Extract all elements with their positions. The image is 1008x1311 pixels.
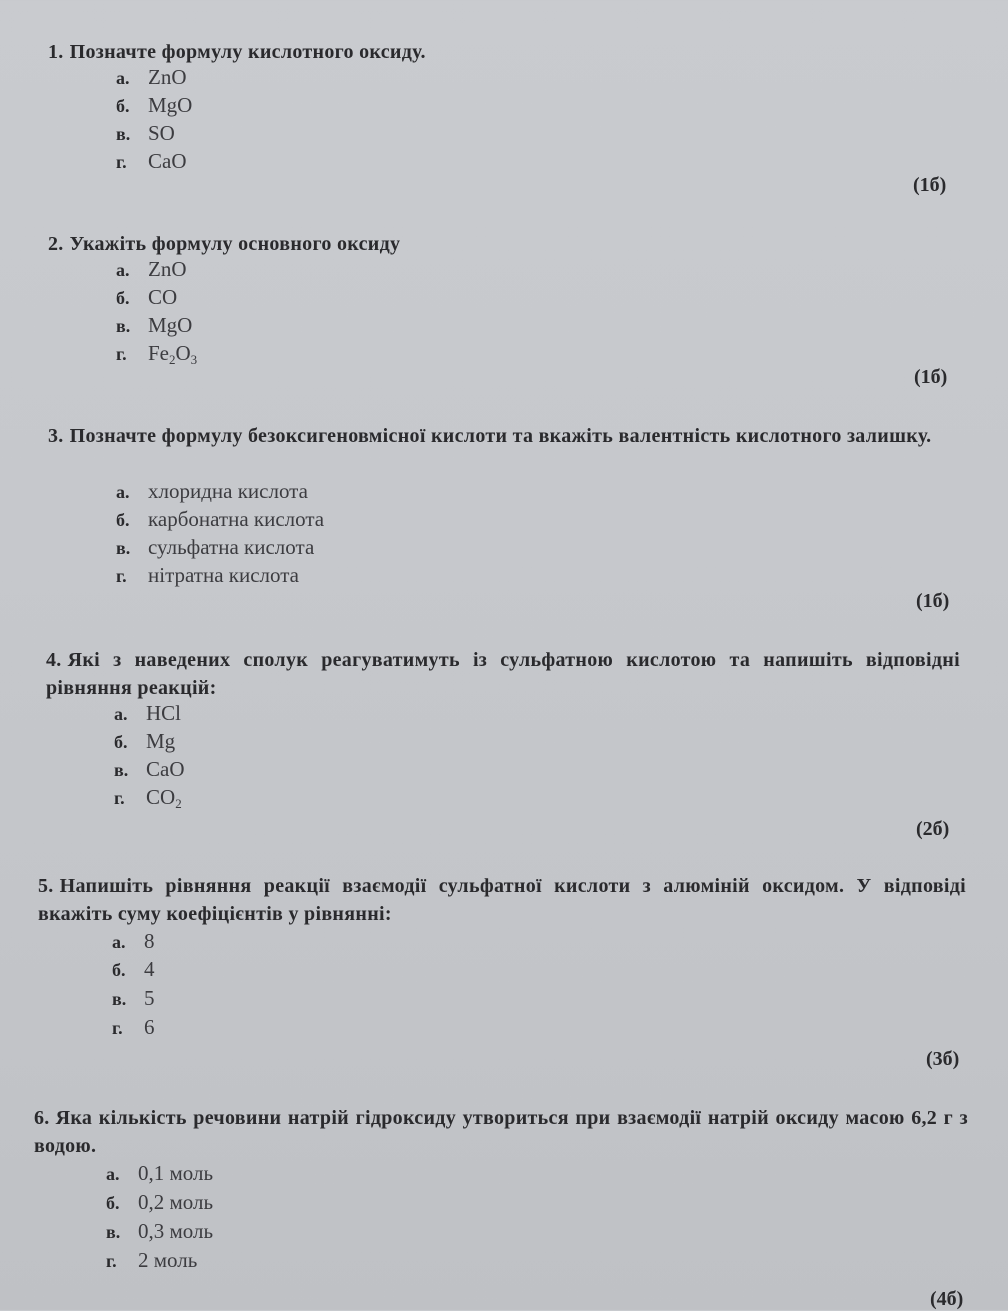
question-prompt: Яка кількість речовини натрій гідроксиду утвориться при взаємодії натрій оксиду масою 6,2 г з водою.: [34, 1107, 968, 1157]
option-c[interactable]: в. MgO: [116, 313, 193, 337]
question-text: [48, 230, 953, 258]
option-d[interactable]: г. $Fe_2O_3$: [116, 341, 198, 367]
question-prompt: Позначте формулу безоксигеновмісної кислоти та вкажіть валентність кислотного залишку.: [69, 425, 932, 447]
question-number: 4.: [46, 649, 62, 671]
option-b[interactable]: б. MgO: [116, 93, 193, 117]
option-c[interactable]: в. 5: [112, 986, 155, 1010]
question-number: 6.: [34, 1107, 50, 1129]
question-number: 3.: [48, 425, 64, 447]
option-a[interactable]: а. 8: [112, 929, 155, 953]
question-text: [48, 38, 953, 66]
score-label: (1б): [916, 590, 950, 612]
question-prompt: Позначте формулу кислотного оксиду.: [69, 41, 426, 63]
option-d[interactable]: г. 2 моль: [106, 1248, 198, 1272]
question-prompt: Укажіть формулу основного оксиду: [69, 233, 401, 255]
question-text: [38, 872, 966, 928]
question-number: 1.: [48, 41, 64, 63]
option-b[interactable]: б. CO: [116, 285, 178, 309]
option-c[interactable]: в. SO: [116, 121, 175, 145]
question-text: [34, 1104, 968, 1160]
score-label: (1б): [914, 366, 948, 388]
score-label: (2б): [916, 818, 950, 840]
option-a[interactable]: а. HCl: [114, 701, 182, 725]
option-a[interactable]: а. хлоридна кислота: [116, 479, 308, 503]
option-a[interactable]: а. 0,1 моль: [106, 1161, 214, 1185]
question-text: [48, 422, 958, 450]
question-text: [46, 646, 960, 702]
option-b[interactable]: б. 4: [112, 957, 155, 981]
option-d[interactable]: г. нітратна кислота: [116, 563, 299, 587]
question-prompt: Які з наведених сполук реагуватимуть із сульфатною кислотою та напишіть відповідні рівняння реакцій:: [46, 649, 960, 699]
score-label: (3б): [926, 1048, 960, 1070]
option-a[interactable]: а. ZnO: [116, 257, 187, 281]
option-d[interactable]: г. CaO: [116, 149, 187, 173]
option-b[interactable]: б. карбонатна кислота: [116, 507, 325, 531]
option-a[interactable]: а. ZnO: [116, 65, 187, 89]
option-b[interactable]: б. Mg: [114, 729, 176, 753]
option-d[interactable]: г. $CO_2$: [114, 785, 182, 811]
question-number: 5.: [38, 875, 54, 897]
option-c[interactable]: в. CaO: [114, 757, 185, 781]
question-number: 2.: [48, 233, 64, 255]
option-c[interactable]: в. 0,3 моль: [106, 1219, 214, 1243]
option-b[interactable]: б. 0,2 моль: [106, 1190, 214, 1214]
option-c[interactable]: в. сульфатна кислота: [116, 535, 315, 559]
score-label: (1б): [913, 174, 947, 196]
score-label: (4б): [930, 1288, 964, 1310]
question-prompt: Напишіть рівняння реакції взаємодії сульфатної кислоти з алюміній оксидом. У відповіді вкажіть суму коефіцієнтів у рівнянні:: [38, 875, 966, 925]
option-d[interactable]: г. 6: [112, 1015, 155, 1039]
